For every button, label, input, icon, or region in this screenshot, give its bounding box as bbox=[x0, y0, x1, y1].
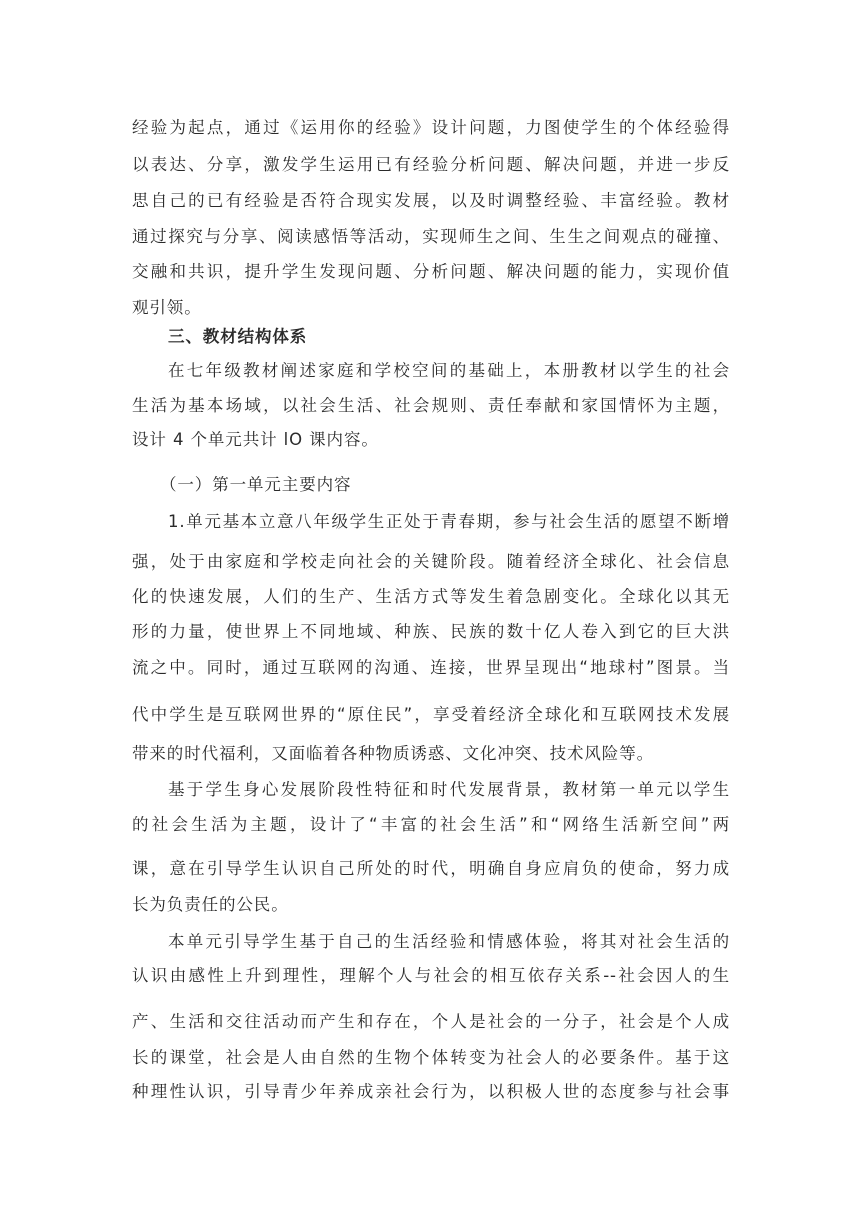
paragraph-line: 认识由感性上升到理性，理解个人与社会的相互依存关系--社会因人的生 bbox=[132, 966, 730, 985]
paragraph-line: 化的快速发展，人们的生产、生活方式等发生着急剧变化。全球化以其无 bbox=[132, 587, 730, 606]
paragraph-line: 通过探究与分享、阅读感悟等活动，实现师生之间、生生之间观点的碰撞、 bbox=[132, 227, 730, 246]
paragraph-line: 带来的时代福利，又面临着各种物质诱惑、文化冲突、技术风险等。 bbox=[132, 744, 654, 763]
subsection-heading: （一）第一单元主要内容 bbox=[160, 475, 352, 494]
paragraph-line: 代中学生是互联网世界的“原住民”，享受着经济全球化和互联网技术发展 bbox=[132, 705, 730, 724]
paragraph-line: 思自己的已有经验是否符合现实发展，以及时调整经验、丰富经验。教材 bbox=[132, 191, 730, 210]
section-heading: 三、教材结构体系 bbox=[168, 327, 308, 346]
paragraph-line: 1.单元基本立意八年级学生正处于青春期，参与社会生活的愿望不断增 bbox=[168, 512, 730, 531]
paragraph-line: 强，处于由家庭和学校走向社会的关键阶段。随着经济全球化、社会信息 bbox=[132, 552, 730, 571]
paragraph-line: 本单元引导学生基于自己的生活经验和情感体验，将其对社会生活的 bbox=[168, 932, 730, 951]
paragraph-line: 在七年级教材阐述家庭和学校空间的基础上，本册教材以学生的社会 bbox=[168, 361, 730, 380]
paragraph-line: 形的力量，使世界上不同地域、种族、民族的数十亿人卷入到它的巨大洪 bbox=[132, 622, 730, 641]
paragraph-line: 课，意在引导学生认识自己所处的时代，明确自身应肩负的使命，努力成 bbox=[132, 859, 730, 878]
paragraph-line: 以表达、分享，激发学生运用已有经验分析问题、解决问题，并进一步反 bbox=[132, 155, 730, 174]
paragraph-line: 设计 4 个单元共计 lO 课内容。 bbox=[132, 430, 379, 449]
paragraph-line: 基于学生身心发展阶段性特征和时代发展背景，教材第一单元以学生 bbox=[168, 780, 730, 799]
paragraph-line: 生活为基本场域，以社会生活、社会规则、责任奉献和家国情怀为主题， bbox=[132, 396, 730, 415]
paragraph-line: 观引领。 bbox=[132, 298, 202, 317]
paragraph-line: 经验为起点，通过《运用你的经验》设计问题，力图使学生的个体经验得 bbox=[132, 118, 730, 137]
paragraph-line: 长为负责任的公民。 bbox=[132, 895, 289, 914]
paragraph-line: 流之中。同时，通过互联网的沟通、连接，世界呈现出“地球村”图景。当 bbox=[132, 658, 730, 677]
paragraph-line: 交融和共识，提升学生发现问题、分析问题、解决问题的能力，实现价值 bbox=[132, 262, 730, 281]
paragraph-line: 长的课堂，社会是人由自然的生物个体转变为社会人的必要条件。基于这 bbox=[132, 1048, 730, 1067]
paragraph-line: 产、生活和交往活动而产生和存在，个人是社会的一分子，社会是个人成 bbox=[132, 1012, 730, 1031]
paragraph-line: 的社会生活为主题，设计了“丰富的社会生活”和“网络生活新空间”两 bbox=[132, 815, 730, 834]
paragraph-line: 种理性认识，引导青少年养成亲社会行为，以积极人世的态度参与社会事 bbox=[132, 1082, 730, 1101]
